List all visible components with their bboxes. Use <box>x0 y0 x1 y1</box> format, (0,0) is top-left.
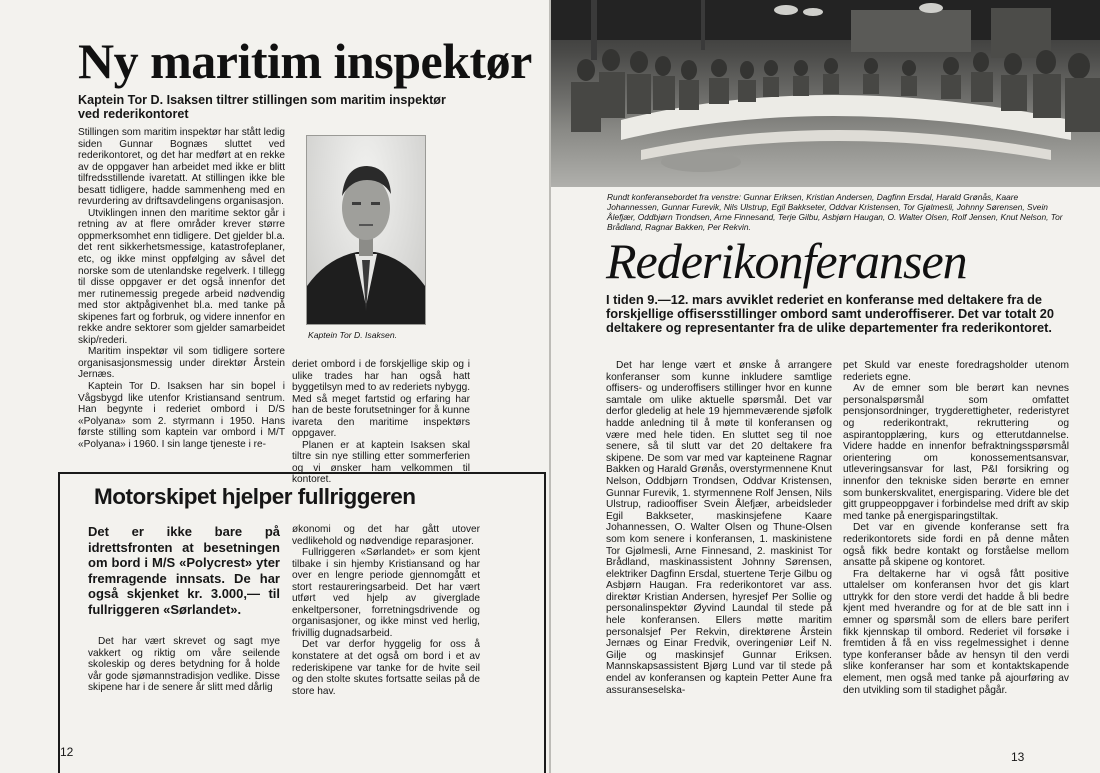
paragraph: Fra deltakerne har vi også fått positive uttalelser om konferansen hvor det gis klart uttrykk for den store verdi det hadde å bli bedre kjent med hverandre og for at de ble satt inn i emner og spørsmål som de ellers bare perifert fikk kjennskap til ombord. Rederiet vil forsøke i fremtiden å få en viss regelmessighet i denne type konferanser både av hensyn til den verdi slike konferanser har som et kontaktskapende element, men også med tanke på ajourføring av den utvikling som til stadighet pågår. <box>843 568 1069 696</box>
conference-photo-caption: Rundt konferansebordet fra venstre: Gunnar Eriksen, Kristian Andersen, Dagfinn Ersdal, Harald Grønås, Kaare Johannessen, Gunnar Furevik, Nils Ulstrup, Egil Bakkseter, Oddvar Kristensen, Tor Gjølmesli, Johnny Sørensen, Svein Ålefjær, Oddbjørn Trondsen, Arne Finnesand, Terje Gilbu, Asbjørn Haugan, O. Walter Olsen, Rolf Jensen, Knut Nelson, Tor Brådland, Ragnar Bakken, Per Rekvin. <box>607 192 1063 232</box>
box-headline: Motorskipet hjelper fullriggeren <box>94 484 416 509</box>
portrait-photo <box>306 135 426 325</box>
paragraph: Det var en givende konferanse sett fra rederikontorets side fordi en på denne måten også fikk bedre kontakt og forståelse mellom ansatte på skipene og kontoret. <box>843 522 1069 569</box>
box-column-1 <box>88 636 280 694</box>
portrait-image <box>307 136 425 324</box>
article-column-1 <box>606 360 832 696</box>
paragraph: Stillingen som maritim inspektør har stått ledig siden Gunnar Bognæs sluttet ved rederikontoret, og det har medført at en rekke av de oppgaver han arbeidet med ikke er blitt tilfredsstillende ivaretatt. At stillingen ikke ble besatt tidligere, hadde sammenheng med en revurdering av driftsavdelingens organisasjon. <box>78 127 285 208</box>
paragraph: Det har lenge vært et ønske å arrangere konferanser som kunne inkludere samtlige offisers- og underoffisers stillinger hvor en kunne samtale om ulike aktuelle spørsmål. Det var derfor gledelig at hele 19 hjemmeværende sjøfolk hadde anledning til å møte til konferansen og være med hele tiden. En sluttet seg til noe senere, så til slutt var det 20 deltakere fra skipene. De som var med var kapteinene Ragnar Bakken og Harald Grønås, overstyrmennene Knut Nelson, Oddbjørn Trondsen, Oddvar Kristensen, Gunnar Furevik, 1. styrmennene Rolf Jensen, Nils Ulstrup, radiooffiser Svein Ålefjær, arbeidsleder Egil Bakkseter, maskinsjefene Kaare Johannessen, O. Walter Olsen og Thune-Olsen som kom senere i konferansen, 1. maskinistene Tor Gjølmesli, Arne Finnesand, 2. maskinist Tor Brådland, maskinassistent Johnny Sørensen, elektriker Dagfinn Ersdal, stuertene Terje Gilbu og Asbjørn Haugan. Fra rederikontoret var ass. direktør Kristian Andersen, hyresjef Per Sollie og personalinspektør Øyvind Laundal til stede på hele konferansen. Ellers møtte maritim personalsjef Per Rekvin, direktørene Årstein Jernæs og Einar Fredvik, overingeniør Leif N. Gilje og maskinsjef Gunnar Eriksen. Mannskapsassistent Bjørg Lund var til stede på endel av konferansen og kaptein Petter Aune fra assuranseselska- <box>606 360 832 696</box>
paragraph: Kaptein Tor D. Isaksen har sin bopel i Vågsbygd like utenfor Kristiansand sentrum. Han begynte i rederiet ombord i D/S «Polyana» som 2. styrmann i 1950. Hans første stilling som kaptein var ombord i M/T «Polyana» i 1960. I sin lange tjeneste i re- <box>78 381 285 450</box>
article-column-1 <box>78 127 285 450</box>
paragraph: Det har vært skrevet og sagt mye vakkert og riktig om våre seilende skoleskip og deres betydning for å holde vår gode sjømannstradisjon vedlike. Disse skipene har i de senere år slitt med dårlig <box>88 636 280 694</box>
article-column-2 <box>292 359 470 486</box>
left-page <box>0 0 549 773</box>
article-headline: Ny maritim inspektør <box>78 33 532 89</box>
paragraph: Det var derfor hyggelig for oss å konstatere at det også om bord i et av rederiskipene var tanke for de hvite seil og den stolte skutes fortsatte seilas på de store hav. <box>292 639 480 697</box>
page-number: 12 <box>60 745 74 759</box>
portrait-caption: Kaptein Tor D. Isaksen. <box>308 330 398 340</box>
conference-image <box>551 0 1100 187</box>
article-lede: Kaptein Tor D. Isaksen tiltrer stillingen som maritim inspektør ved rederikontoret <box>78 93 446 121</box>
article-headline: Rederikonferansen <box>606 233 967 289</box>
article-column-2 <box>843 360 1069 696</box>
paragraph: Fullriggeren «Sørlandet» er som kjent tilbake i sin hjemby Kristiansand og har over en lengre periode gjennomgått et stort restaureringsarbeid. Det har vært utført ved hjelp av giverglade enkeltpersoner, forretningsdrivende og organisasjoner, og ikke minst ved herlig, frivillig dugnadsarbeid. <box>292 547 480 639</box>
box-column-2 <box>292 524 480 697</box>
paragraph: Av de emner som ble berørt kan nevnes personalspørsmål som omfattet pensjonsordninger, trygderettigheter, rederistyret og rederikontrakt, rekruttering og aspirantopplæring, kurs og etterutdannelse. Videre hadde en innenfor befraktningsspørsmål orientering om konossementsansvar, utleveringsansvar for last, P&I forsikring og innenfor den tekniske siden berørte en emner som bunkerskvalitet, energisparing. Videre ble det gitt gruppeoppgaver i forbindelse med drift av skip med tanke på energisparingstiltak. <box>843 383 1069 522</box>
paragraph: deriet ombord i de forskjellige skip og i ulike trades har han også hatt byggetilsyn med to av rederiets nybygg. Med så meget fartstid og erfaring har han de beste forutsetninger for å kunne ivareta den maritime inspektørs oppgaver. <box>292 359 470 440</box>
boxed-article <box>58 472 546 773</box>
paragraph: Utviklingen innen den maritime sektor går i retning av at flere områder krever større oppmerksomhet enn tidligere. Det gjelder bl.a. det rent sikkerhetsmessige, katastrofeplaner, etc, og ikke minst oppfølging av såvel det norske som de utenlandske regelverk. I tillegg til disse oppgaver er det også innenfor det mer rutinemessig pregede arbeid nødvendig med stor aktpågivenhet bl.a. med tanke på skipenes fart og forbruk, og videre innenfor en rekke andre sektorer som gjelder samarbeidet skip/rederi. <box>78 207 285 346</box>
paragraph: Planen er at kaptein Isaksen skal tiltre sin nye stilling etter sommerferien og vi ønsker ham velkommen til kontoret. <box>292 439 470 486</box>
conference-photo <box>551 0 1100 187</box>
box-lede: Det er ikke bare på idrettsfronten at besetningen om bord i M/S «Polycrest» yter fremragende innsats. De har også skjenket kr. 3.000,— til fullriggeren «Sørlandet». <box>88 524 280 617</box>
paragraph: pet Skuld var eneste foredragsholder utenom rederiets egne. <box>843 360 1069 383</box>
paragraph: Maritim inspektør vil som tidligere sortere organisasjonsmessig under direktør Årstein Jernæs. <box>78 346 285 381</box>
page-number: 13 <box>1011 750 1025 764</box>
right-page <box>551 0 1100 773</box>
article-lede: I tiden 9.—12. mars avviklet rederiet en konferanse med deltakere fra de forskjellige offisersstillinger ombord samt underoffiserer. Det var totalt 20 deltakere og representanter fra de ulike departementer fra rederikontoret. <box>606 292 1055 336</box>
paragraph: økonomi og det har gått utover vedlikehold og nødvendige reparasjoner. <box>292 524 480 547</box>
